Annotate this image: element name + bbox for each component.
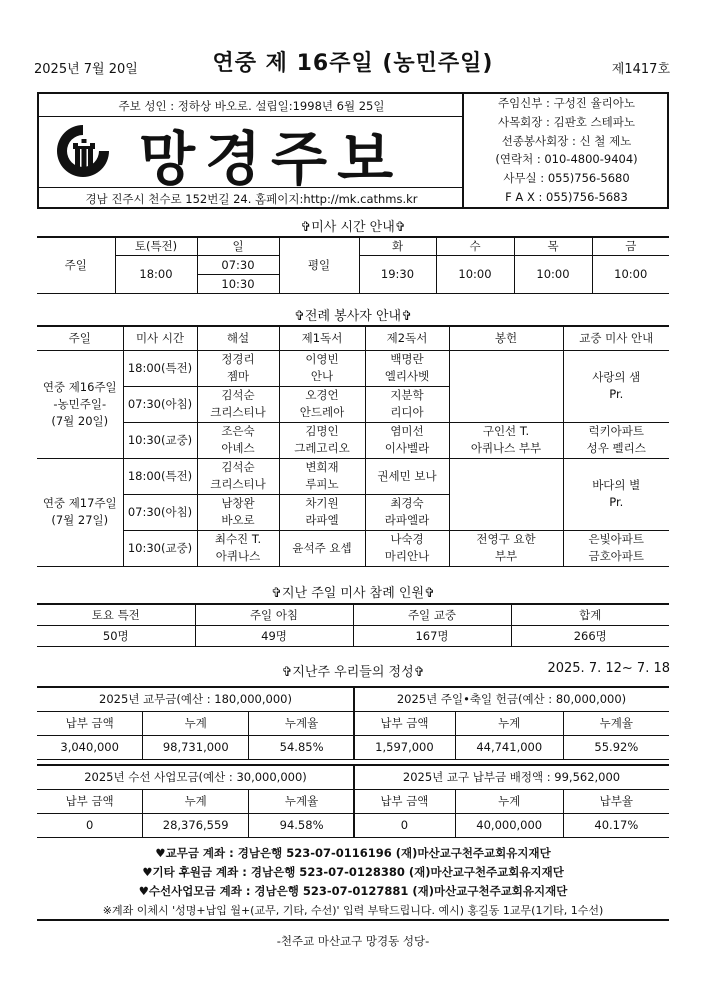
reader1 xyxy=(279,530,365,566)
offering-line: 전영구 요한 xyxy=(476,532,536,546)
reader2 xyxy=(365,494,449,530)
reader1 xyxy=(279,458,365,494)
baptismal-name: 엘리사벳 xyxy=(384,369,430,383)
masthead xyxy=(37,92,669,209)
attendance-header: 주일 아침 xyxy=(195,604,353,625)
col-header: 해설 xyxy=(197,326,279,350)
reader1 xyxy=(279,494,365,530)
baptismal-name: 아퀴나스 xyxy=(215,549,261,563)
offering-empty xyxy=(449,350,563,422)
attendance-value: 50명 xyxy=(37,625,195,646)
saturday-time: 18:00 xyxy=(115,255,197,293)
attendance-header: 주일 교중 xyxy=(353,604,511,625)
info-line: 럭키아파트 xyxy=(588,424,645,438)
baptismal-name: 아녜스 xyxy=(221,441,255,455)
baptismal-name: 루피노 xyxy=(305,477,339,491)
finance-table-sunday-collection xyxy=(353,686,669,760)
baptismal-name: 바오로 xyxy=(221,513,255,527)
finance-value: 28,376,559 xyxy=(143,813,249,837)
finance-table-title: 2025년 교무금(예산 : 180,000,000) xyxy=(37,687,355,711)
commentator xyxy=(197,422,279,458)
finance-header: 누계율 xyxy=(249,711,355,735)
name: 변희재 xyxy=(305,460,339,474)
name: 김석순 xyxy=(221,388,255,402)
masthead-contacts xyxy=(466,94,667,207)
commentator xyxy=(197,350,279,386)
day-header: 목 xyxy=(514,237,592,255)
reader2 xyxy=(365,458,449,494)
reader1 xyxy=(279,350,365,386)
baptismal-name: 크리스티나 xyxy=(210,405,266,419)
finance-value: 0 xyxy=(37,813,143,837)
bulletin-date: 2025년 7월 20일 xyxy=(34,62,138,77)
bulletin-name: 망경주보 xyxy=(139,125,404,193)
col-header: 제1독서 xyxy=(279,326,365,350)
col-header: 봉헌 xyxy=(449,326,563,350)
col-header: 제2독서 xyxy=(365,326,449,350)
finance-table-church-dues xyxy=(37,686,355,760)
commentator xyxy=(197,386,279,422)
parish-logo-icon xyxy=(53,121,113,181)
servers-table xyxy=(37,325,669,567)
contact-office: 사무실 : 055)756-5680 xyxy=(503,171,630,186)
parish-footer: -천주교 마산교구 망경동 성당- xyxy=(276,934,430,948)
servers-title: ✞전례 봉사자 안내✞ xyxy=(294,309,412,324)
finance-value: 40,000,000 xyxy=(455,813,563,837)
contact-pastor: 주임신부 : 구성진 율리아노 xyxy=(497,96,636,110)
reader2 xyxy=(365,422,449,458)
reader2 xyxy=(365,530,449,566)
finance-value: 40.17% xyxy=(563,813,669,837)
finance-table-title: 2025년 교구 납부금 배정액 : 99,562,000 xyxy=(354,765,670,789)
contact-phone: (연락처 : 010-4800-9404) xyxy=(495,152,638,167)
info-line: 금호아파트 xyxy=(588,549,645,563)
founder-info: 주보 성인 : 정하상 바오로. 설립일:1998년 6월 25일 xyxy=(118,99,385,113)
offering-line: 구인선 T. xyxy=(482,424,530,438)
finance-header: 납부 금액 xyxy=(37,711,143,735)
mass-time: 07:30(아침) xyxy=(123,386,197,422)
finance-header: 누계율 xyxy=(249,789,355,813)
mass-schedule-table xyxy=(37,236,669,294)
week2-label xyxy=(37,458,123,566)
attendance-value: 49명 xyxy=(195,625,353,646)
main-mass-info xyxy=(563,530,669,566)
divider xyxy=(37,919,669,921)
week2-label-line: (7월 27일) xyxy=(51,513,109,527)
col-header: 교중 미사 안내 xyxy=(563,326,669,350)
finance-table-diocese-levy xyxy=(353,764,669,838)
reader2 xyxy=(365,350,449,386)
name: 조은숙 xyxy=(221,424,255,438)
saturday-vigil-header: 토(특전) xyxy=(115,237,197,255)
baptismal-name: 마리안나 xyxy=(384,549,430,563)
finance-value: 54.85% xyxy=(249,735,355,759)
reader2 xyxy=(365,386,449,422)
day-header: 금 xyxy=(592,237,669,255)
transfer-note: ※계좌 이체시 '성명+납입 월+(교무, 기타, 수선)' 입력 부탁드립니다. 예시) 홍길동 1교무(1기타, 1수선) xyxy=(102,904,604,917)
day-header: 수 xyxy=(436,237,514,255)
account-repair: ♥수선사업모금 계좌 : 경남은행 523-07-0127881 (재)마산교구천주교회유지재단 xyxy=(138,884,568,898)
day-time: 10:00 xyxy=(592,255,669,293)
attendance-value: 266명 xyxy=(511,625,669,646)
info-line: 사랑의 샘 xyxy=(592,370,641,384)
name: 윤석주 요셉 xyxy=(292,540,352,555)
week2-label-line: 연중 제17주일 xyxy=(42,496,117,510)
finance-value: 44,741,000 xyxy=(455,735,563,759)
name: 남창완 xyxy=(221,496,255,510)
baptismal-name: 이사벨라 xyxy=(384,441,430,455)
day-time: 10:00 xyxy=(436,255,514,293)
finance-value: 98,731,000 xyxy=(143,735,249,759)
contact-funeral-head: 선종봉사회장 : 신 철 제노 xyxy=(501,133,632,148)
main-mass-info xyxy=(563,458,669,530)
finance-value: 55.92% xyxy=(563,735,669,759)
name: 염미선 xyxy=(390,424,424,438)
week1-label xyxy=(37,350,123,458)
commentator xyxy=(197,530,279,566)
info-line: 은빛아파트 xyxy=(588,532,645,546)
offering-empty xyxy=(449,458,563,530)
finance-value: 1,597,000 xyxy=(354,735,456,759)
day-header: 화 xyxy=(359,237,436,255)
mass-schedule-title: ✞미사 시간 안내✞ xyxy=(300,220,406,235)
baptismal-name: 크리스티나 xyxy=(210,477,266,491)
week1-label-line: 연중 제16주일 xyxy=(42,379,117,394)
name: 김석순 xyxy=(221,460,255,474)
baptismal-name: 안나 xyxy=(310,369,334,383)
finance-header: 누계 xyxy=(455,711,563,735)
finance-value: 94.58% xyxy=(249,813,355,837)
finance-value: 3,040,000 xyxy=(37,735,143,759)
sunday-time: 10:30 xyxy=(197,274,279,293)
finance-header: 누계 xyxy=(143,789,249,813)
info-line: Pr. xyxy=(609,495,624,509)
contact-council-president: 사목회장 : 김판호 스테파노 xyxy=(497,114,636,129)
baptismal-name: 라파엘라 xyxy=(384,513,430,527)
reader1 xyxy=(279,422,365,458)
offering-line: 부부 xyxy=(494,549,518,563)
week1-label-line: -농민주일- xyxy=(53,396,107,411)
day-time: 19:30 xyxy=(359,255,436,293)
offering xyxy=(449,530,563,566)
attendance-value: 167명 xyxy=(353,625,511,646)
finance-header: 납부 금액 xyxy=(354,711,456,735)
issue-number: 제1417호 xyxy=(611,62,670,77)
parish-address: 경남 진주시 천수로 152번길 24. 홈페이지:http://mk.cathms.kr xyxy=(85,192,418,206)
main-mass-info xyxy=(563,350,669,422)
mass-time: 10:30(교중) xyxy=(123,530,197,566)
attendance-header: 합계 xyxy=(511,604,669,625)
finance-table-repair-fund xyxy=(37,764,355,838)
finance-header: 납부율 xyxy=(563,789,669,813)
contact-fax: F A X : 055)756-5683 xyxy=(505,189,628,204)
finance-header: 납부 금액 xyxy=(37,789,143,813)
info-line: 성우 펠리스 xyxy=(586,441,646,455)
mass-time: 10:30(교중) xyxy=(123,422,197,458)
mass-time: 18:00(특전) xyxy=(123,458,197,494)
name: 백명란 xyxy=(390,352,424,366)
bulletin-title: 연중 제 16주일 (농민주일) xyxy=(212,51,494,76)
name: 권세민 보나 xyxy=(377,468,437,483)
attendance-header: 토요 특전 xyxy=(37,604,195,625)
col-header: 주일 xyxy=(37,326,123,350)
name: 나숙경 xyxy=(390,532,424,546)
name: 오경언 xyxy=(305,388,339,402)
col-header: 미사 시간 xyxy=(123,326,197,350)
account-dues: ♥교무금 계좌 : 경남은행 523-07-0116196 (재)마산교구천주교회유지재단 xyxy=(155,846,551,860)
info-line: 바다의 별 xyxy=(592,478,641,492)
name: 차기원 xyxy=(305,496,339,510)
finance-table-title: 2025년 주일•축일 헌금(예산 : 80,000,000) xyxy=(354,687,670,711)
info-line: Pr. xyxy=(609,387,624,401)
sunday-header: 일 xyxy=(197,237,279,255)
reader1 xyxy=(279,386,365,422)
name: 정경리 xyxy=(221,352,255,366)
name: 최경숙 xyxy=(390,496,424,510)
baptismal-name: 라파엘 xyxy=(305,513,339,527)
sunday-time: 07:30 xyxy=(197,255,279,274)
offerings-period: 2025. 7. 12~ 7. 18 xyxy=(547,661,670,676)
finance-header: 납부 금액 xyxy=(354,789,456,813)
name: 이영빈 xyxy=(305,352,339,366)
main-mass-info xyxy=(563,422,669,458)
account-donation: ♥기타 후원금 계좌 : 경남은행 523-07-0128380 (재)마산교구천주교회유지재단 xyxy=(142,865,564,879)
mass-time: 18:00(특전) xyxy=(123,350,197,386)
sunday-label: 주일 xyxy=(37,237,115,293)
name: 김명인 xyxy=(305,424,339,438)
masthead-left xyxy=(39,94,464,207)
finance-header: 누계 xyxy=(455,789,563,813)
finance-header: 누계율 xyxy=(563,711,669,735)
offering xyxy=(449,422,563,458)
commentator xyxy=(197,458,279,494)
offerings-title: ✞지난주 우리들의 정성✞ xyxy=(281,665,425,680)
attendance-title: ✞지난 주일 미사 참례 인원✞ xyxy=(271,586,435,601)
mass-time: 07:30(아침) xyxy=(123,494,197,530)
weekday-label: 평일 xyxy=(279,237,359,293)
offering-line: 아퀴나스 부부 xyxy=(470,441,542,455)
baptismal-name: 리디아 xyxy=(390,405,424,419)
baptismal-name: 그레고리오 xyxy=(294,441,350,455)
baptismal-name: 젬마 xyxy=(226,369,250,383)
week1-label-line: (7월 20일) xyxy=(51,413,109,428)
name: 지분학 xyxy=(390,388,424,402)
finance-table-title: 2025년 수선 사업모금(예산 : 30,000,000) xyxy=(37,765,355,789)
name: 최수진 T. xyxy=(214,532,262,546)
finance-value: 0 xyxy=(354,813,456,837)
commentator xyxy=(197,494,279,530)
divider xyxy=(39,187,464,188)
baptismal-name: 안드레아 xyxy=(299,405,345,419)
finance-header: 누계 xyxy=(143,711,249,735)
attendance-table xyxy=(37,603,669,647)
day-time: 10:00 xyxy=(514,255,592,293)
